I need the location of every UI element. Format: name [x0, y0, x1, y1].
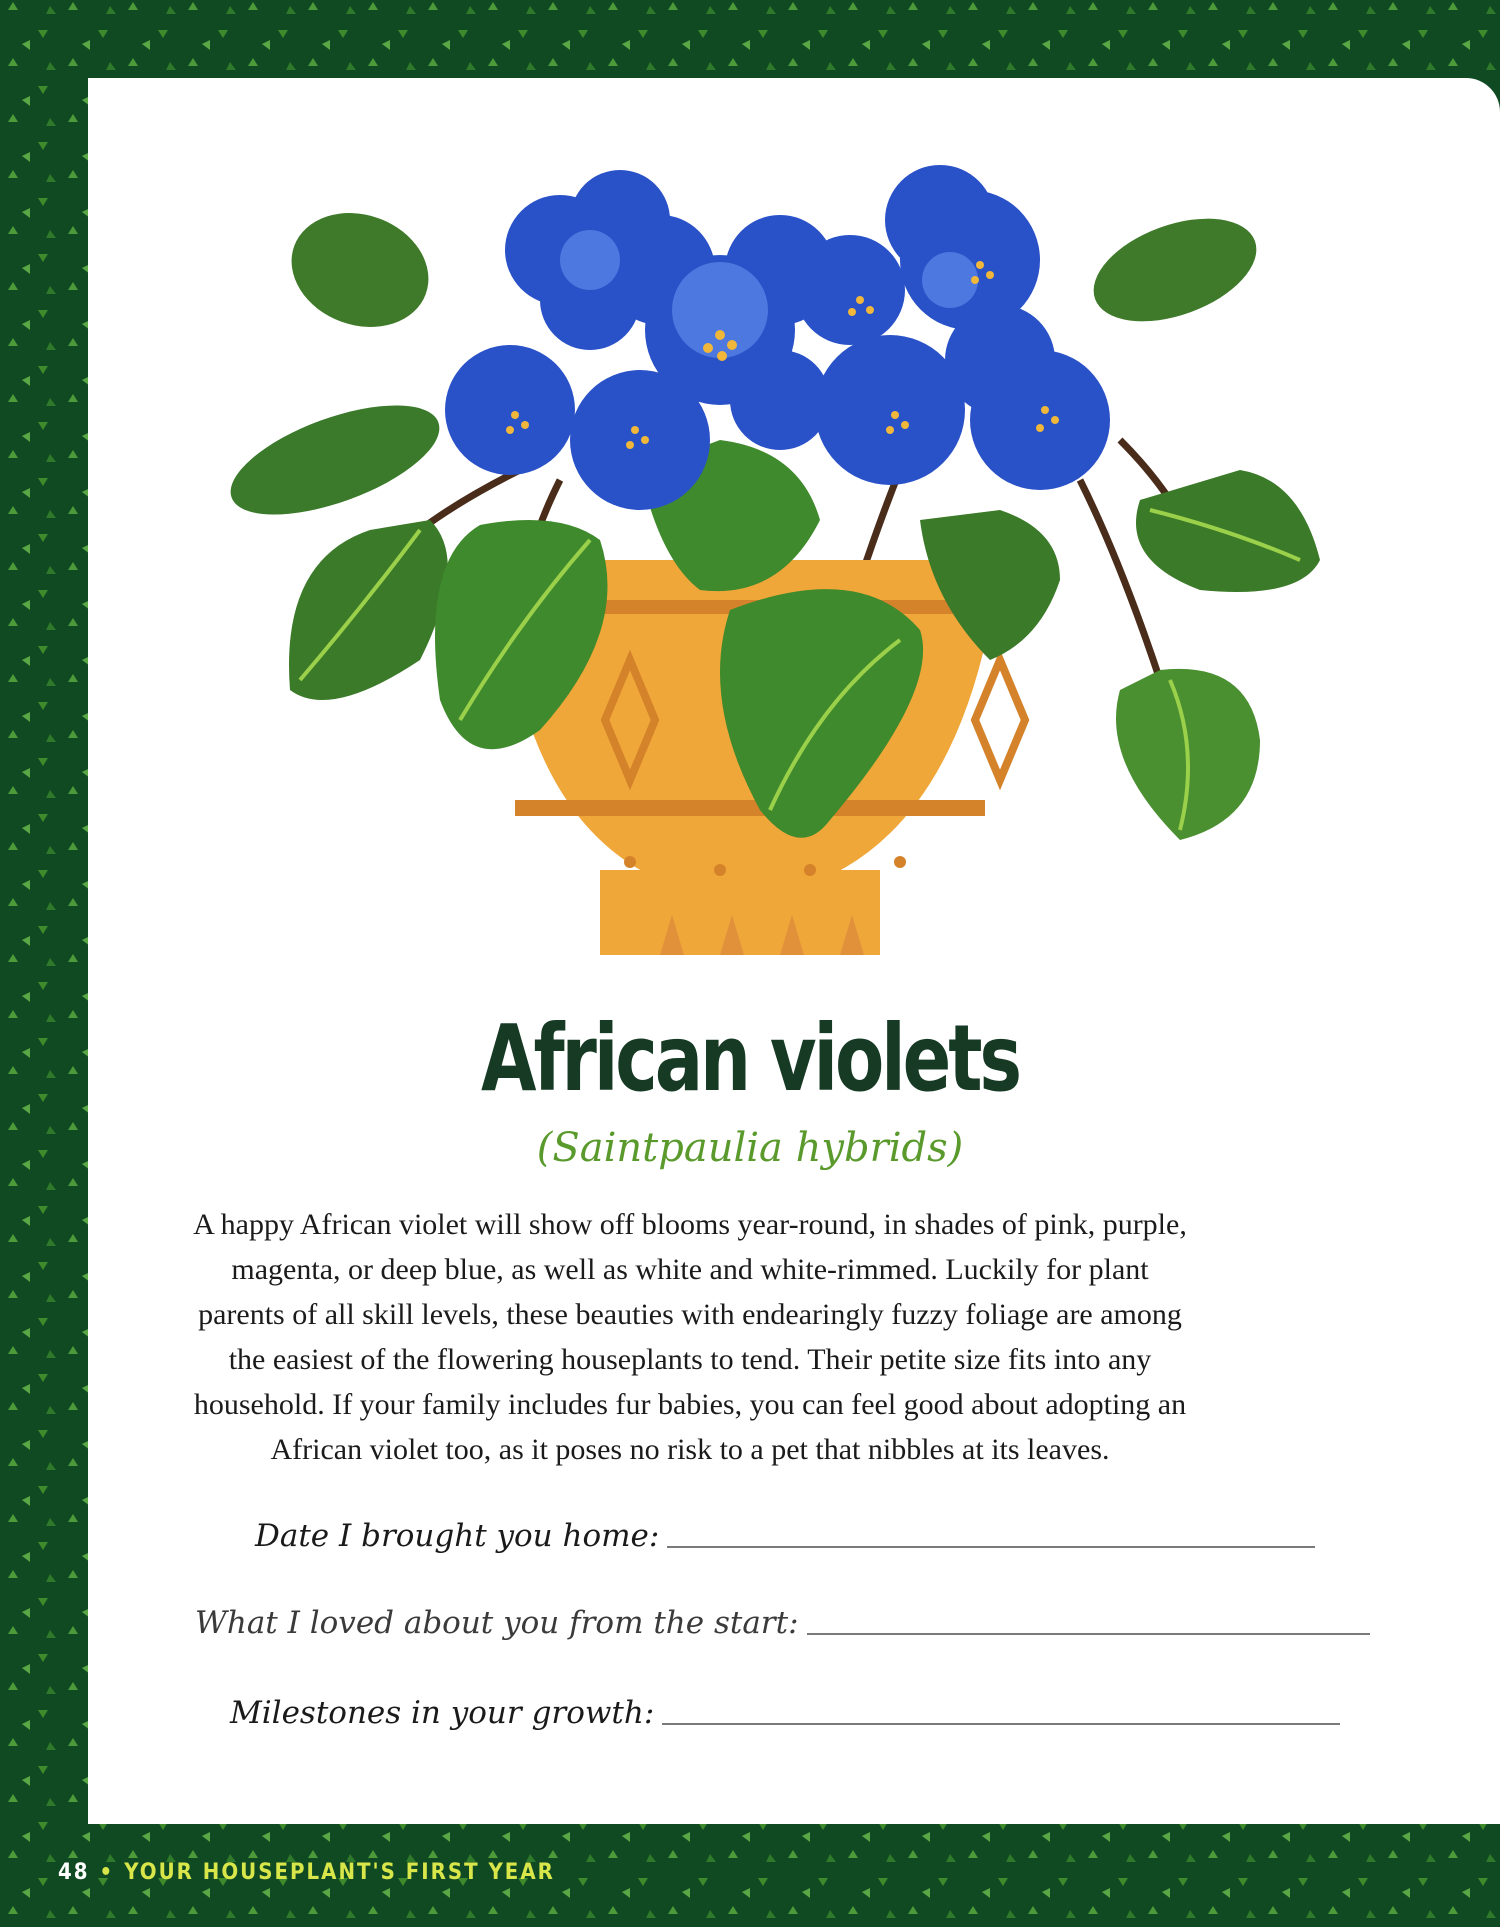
description-paragraph: A happy African violet will show off blooms year-round, in shades of pink, purple, magenta, or deep blue, as well as white and white-rimmed. Luckily for plant parents of all skill levels, these beauties with endearingly fuzzy foliage are among the easiest of the flowering houseplants to tend. Their petite size fits into any household. If your family includes fur babies, you can feel good about adopting an African violet too, as it poses no risk to a pet that nibbles at its leaves. [193, 1208, 1187, 1466]
date-prompt [255, 1518, 1315, 1554]
date-prompt-label: Date I brought you home: [255, 1518, 660, 1554]
loved-prompt-label: What I loved about you from the start: [195, 1605, 799, 1641]
page-footer [58, 1852, 555, 1892]
footer-separator: • [99, 1859, 115, 1885]
date-write-line[interactable] [667, 1545, 1315, 1548]
scientific-name: (Saintpaulia hybrids) [536, 1125, 964, 1171]
page-number: 48 [58, 1859, 90, 1885]
milestones-prompt-label: Milestones in your growth: [230, 1695, 655, 1731]
flowers [445, 165, 1110, 510]
book-title: YOUR HOUSEPLANT'S FIRST YEAR [124, 1859, 555, 1885]
milestones-write-line[interactable] [662, 1722, 1340, 1725]
milestones-prompt [230, 1695, 1340, 1731]
loved-prompt [195, 1605, 1370, 1641]
loved-write-line[interactable] [807, 1632, 1370, 1635]
page-title: African violets [481, 1005, 1019, 1112]
